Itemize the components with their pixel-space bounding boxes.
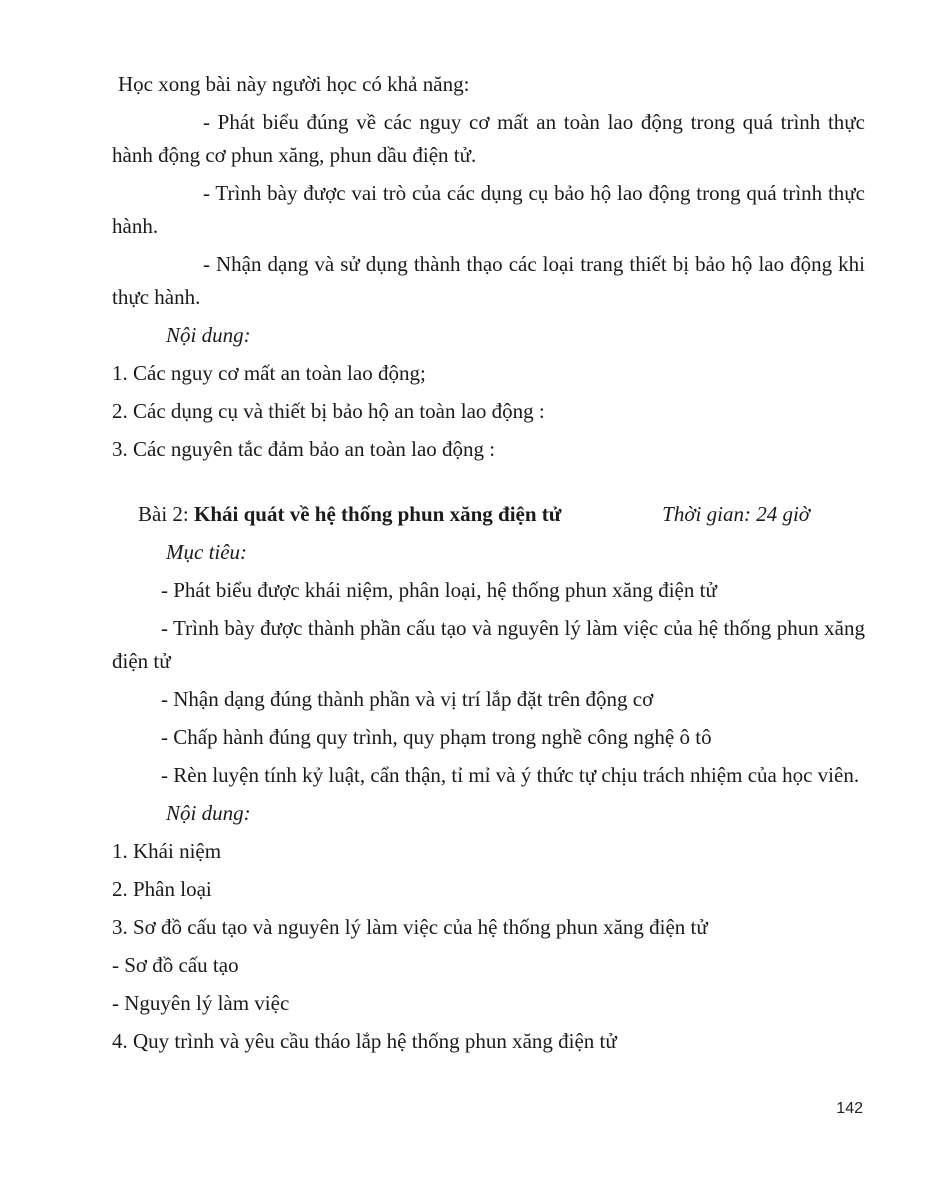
lesson2-duration: Thời gian: 24 giờ	[662, 502, 810, 526]
lesson2-heading	[112, 498, 865, 531]
lesson2-content-item-6: 4. Quy trình và yêu cầu tháo lắp hệ thống phun xăng điện tử	[112, 1029, 617, 1053]
lesson2-title: Khái quát về hệ thống phun xăng điện tử	[194, 502, 562, 526]
lesson2-number: Bài 2:	[138, 502, 194, 526]
lesson2-content-item-4: - Sơ đồ cấu tạo	[112, 953, 239, 977]
lesson2-heading-text	[138, 502, 561, 526]
lesson2-objective-5: - Rèn luyện tính kỷ luật, cẩn thận, tỉ mỉ và ý thức tự chịu trách nhiệm của học viên.	[161, 763, 860, 787]
lesson1-objective-2: - Trình bày được vai trò của các dụng cụ bảo hộ lao động trong quá trình thực hành.	[112, 181, 865, 238]
page-number: 142	[836, 1100, 863, 1117]
lesson2-objective-3: - Nhận dạng đúng thành phần và vị trí lắp đặt trên động cơ	[161, 687, 654, 711]
lesson2-content-item-5: - Nguyên lý làm việc	[112, 991, 290, 1015]
lesson1-content-item-2: 2. Các dụng cụ và thiết bị bảo hộ an toàn lao động :	[112, 399, 545, 423]
lesson2-objective-1: - Phát biểu được khái niệm, phân loại, hệ thống phun xăng điện tử	[161, 578, 717, 602]
lesson1-content-item-3: 3. Các nguyên tắc đảm bảo an toàn lao động :	[112, 437, 496, 461]
lesson1-capability-intro: Học xong bài này người học có khả năng:	[118, 72, 470, 96]
lesson2-content-label: Nội dung:	[166, 801, 251, 825]
lesson2-objective-2: - Trình bày được thành phần cấu tạo và nguyên lý làm việc của hệ thống phun xăng điện tử	[112, 616, 865, 673]
page-content	[112, 68, 865, 1063]
lesson2-content-item-3: 3. Sơ đồ cấu tạo và nguyên lý làm việc của hệ thống phun xăng điện tử	[112, 915, 708, 939]
lesson1-objective-3: - Nhận dạng và sử dụng thành thạo các loại trang thiết bị bảo hộ lao động khi thực hành.	[112, 252, 865, 309]
lesson2-content-item-1: 1. Khái niệm	[112, 839, 222, 863]
lesson2-objectives-label: Mục tiêu:	[166, 540, 248, 564]
lesson1-objective-1: - Phát biểu đúng về các nguy cơ mất an toàn lao động trong quá trình thực hành động cơ phun xăng, phun dầu điện tử.	[112, 110, 865, 167]
lesson1-content-item-1: 1. Các nguy cơ mất an toàn lao động;	[112, 361, 426, 385]
lesson1-content-label: Nội dung:	[166, 323, 251, 347]
lesson2-content-item-2: 2. Phân loại	[112, 877, 212, 901]
lesson2-objective-4: - Chấp hành đúng quy trình, quy phạm trong nghề công nghệ ô tô	[161, 725, 712, 749]
